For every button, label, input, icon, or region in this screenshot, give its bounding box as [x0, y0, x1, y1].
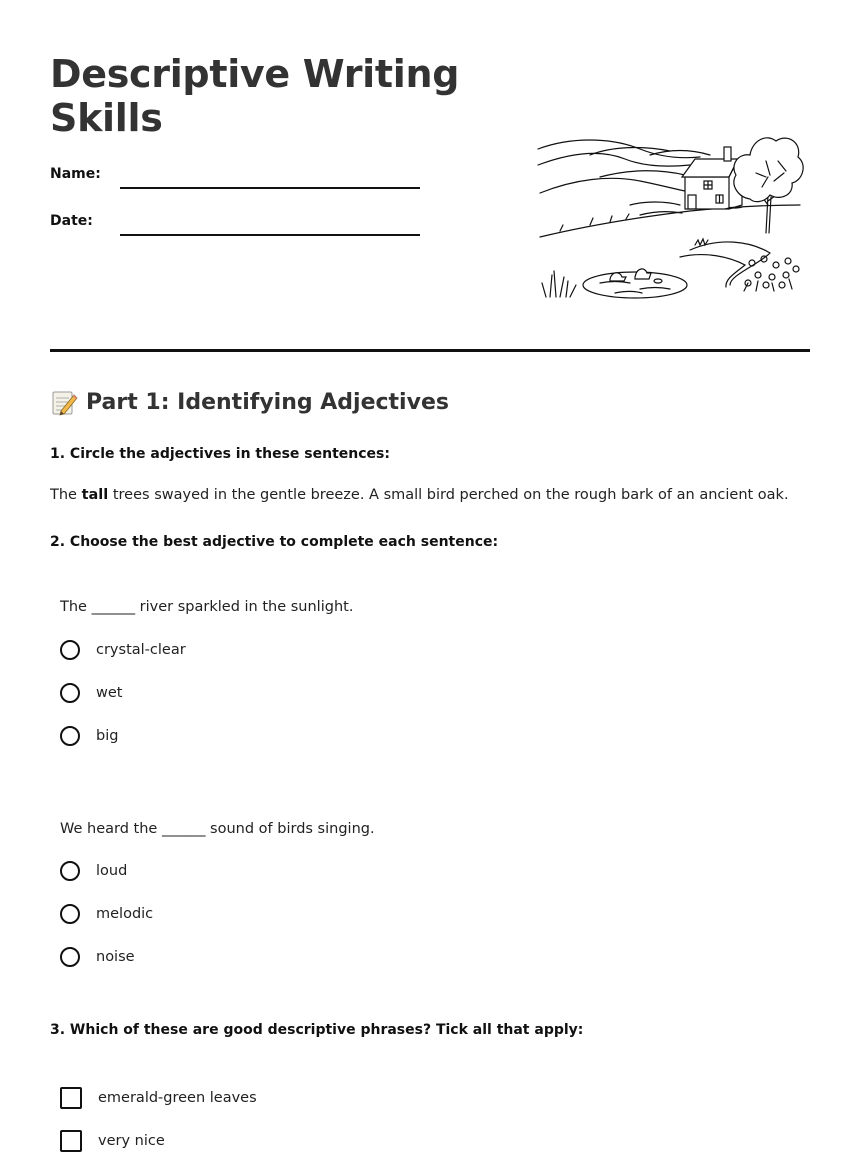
option-label: melodic: [96, 906, 154, 922]
radio-button[interactable]: [60, 904, 80, 924]
option-label: big: [96, 728, 119, 744]
phrase-option[interactable]: [60, 1130, 165, 1152]
option-label: very nice: [98, 1133, 165, 1149]
landscape-illustration: [530, 125, 805, 310]
question-1-passage: [50, 487, 789, 503]
checkbox[interactable]: [60, 1130, 82, 1152]
question-1-title: 1. Circle the adjectives in these sentences:: [50, 446, 390, 462]
passage-text-after: trees swayed in the gentle breeze. A small bird perched on the rough bark of an ancient oak.: [108, 487, 789, 503]
part1-heading-text: Part 1: Identifying Adjectives: [86, 389, 449, 415]
question-2-title: 2. Choose the best adjective to complete each sentence:: [50, 534, 499, 550]
sentence-2-option[interactable]: [60, 861, 127, 881]
phrase-option[interactable]: [60, 1087, 257, 1109]
radio-button[interactable]: [60, 640, 80, 660]
option-label: crystal-clear: [96, 642, 186, 658]
name-field[interactable]: [120, 187, 420, 189]
sentence-1-prompt: The ______ river sparkled in the sunlight.: [60, 599, 354, 615]
sentence-2-option[interactable]: [60, 904, 153, 924]
checkbox[interactable]: [60, 1087, 82, 1109]
name-label: Name:: [50, 166, 101, 182]
passage-highlighted-adjective: tall: [81, 487, 109, 503]
sentence-2-prompt: We heard the ______ sound of birds singing.: [60, 821, 375, 837]
tree-icon: [734, 138, 803, 233]
date-label: Date:: [50, 213, 93, 229]
sentence-1-option[interactable]: [60, 726, 118, 746]
flowers-icon: [744, 256, 799, 291]
sentence-2-option[interactable]: [60, 947, 135, 967]
question-3-title: 3. Which of these are good descriptive phrases? Tick all that apply:: [50, 1022, 584, 1038]
radio-button[interactable]: [60, 726, 80, 746]
option-label: noise: [96, 949, 135, 965]
sentence-1-option[interactable]: [60, 683, 122, 703]
pond-icon: [583, 269, 687, 298]
passage-text-before: The: [50, 487, 82, 503]
part1-heading: [50, 388, 449, 416]
option-label: emerald-green leaves: [98, 1090, 257, 1106]
memo-pencil-icon: [50, 388, 78, 416]
worksheet-title: Descriptive Writing Skills: [50, 52, 460, 140]
radio-button[interactable]: [60, 683, 80, 703]
radio-button[interactable]: [60, 947, 80, 967]
sentence-1-option[interactable]: [60, 640, 186, 660]
cottage-icon: [682, 147, 742, 209]
option-label: wet: [96, 685, 123, 701]
section-divider: [50, 349, 810, 352]
option-label: loud: [96, 863, 128, 879]
radio-button[interactable]: [60, 861, 80, 881]
date-field[interactable]: [120, 234, 420, 236]
